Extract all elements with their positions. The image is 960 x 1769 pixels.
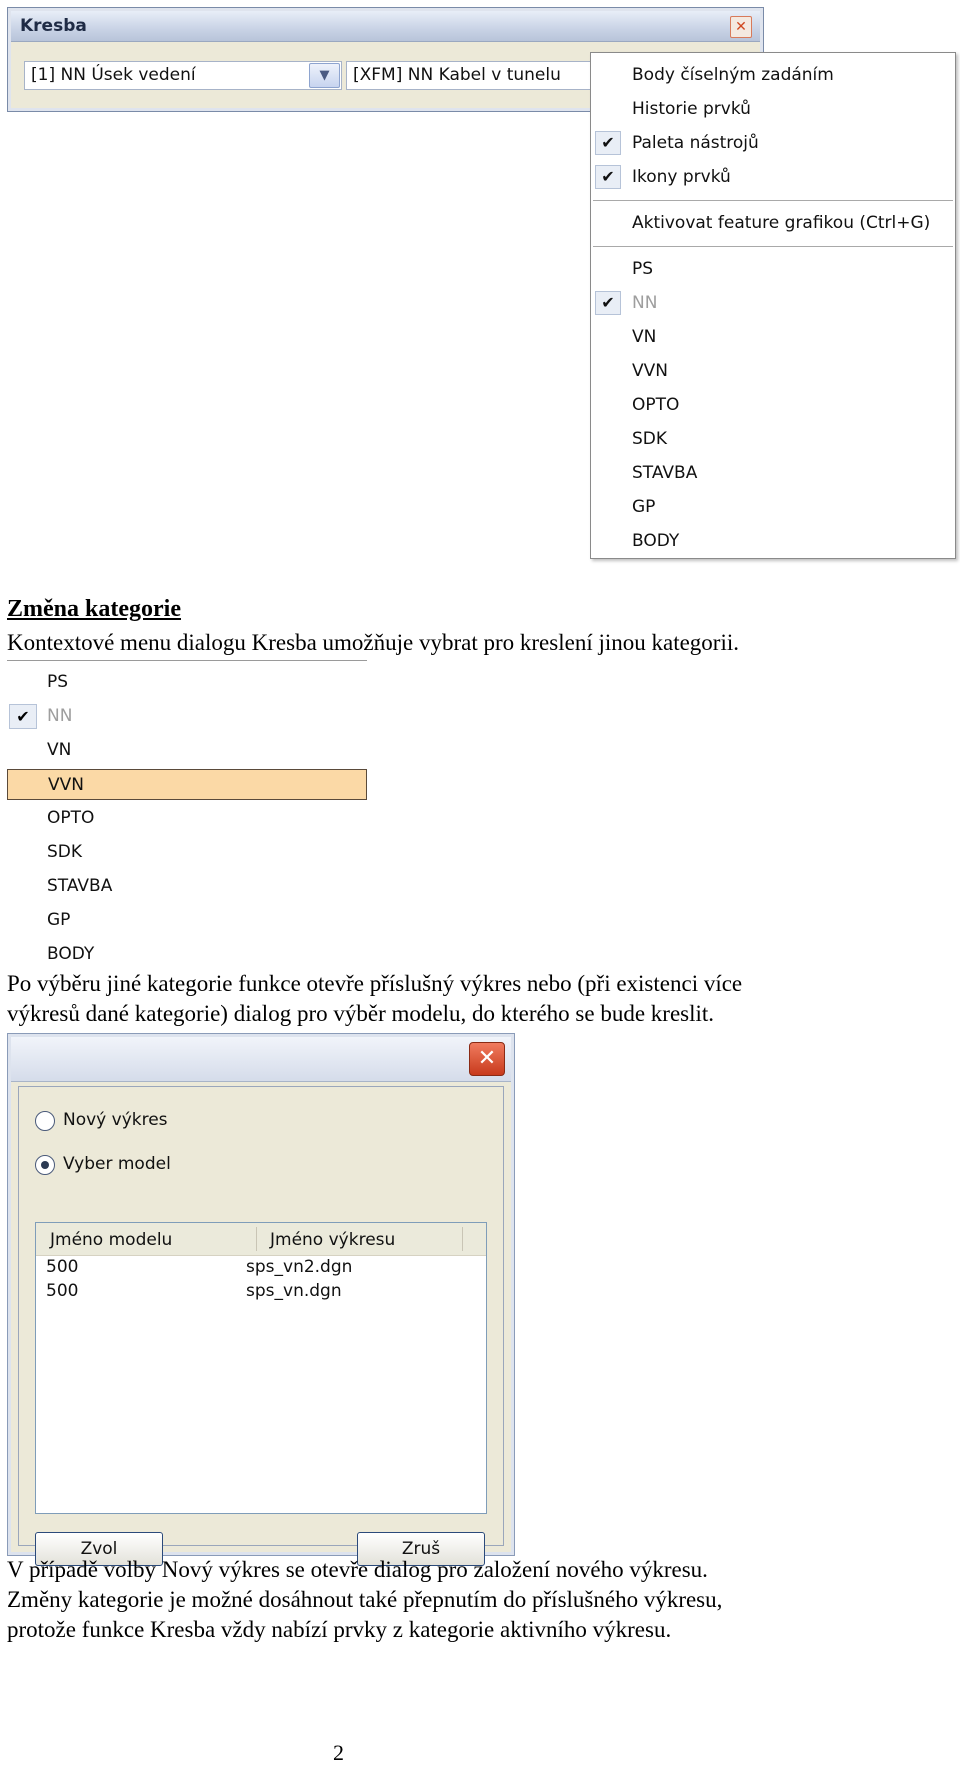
- category-item-gp[interactable]: [7, 905, 367, 936]
- cell-model-name: 500: [46, 1257, 79, 1277]
- category-item-opto[interactable]: [7, 803, 367, 834]
- paragraph-new-drawing: [7, 1555, 947, 1645]
- category-item-vn[interactable]: [7, 735, 367, 766]
- column-header-model[interactable]: Jméno modelu: [50, 1230, 173, 1250]
- menu-separator: [593, 246, 953, 248]
- chevron-down-icon[interactable]: ▼: [309, 63, 340, 88]
- category-label: GP: [47, 910, 71, 930]
- category-item-vvn[interactable]: [7, 769, 367, 800]
- category-label: SDK: [47, 842, 83, 862]
- category-label: PS: [47, 672, 69, 692]
- menu-item-label: SDK: [632, 429, 668, 449]
- section-heading: Změna kategorie: [7, 596, 181, 622]
- menu-item-vvn[interactable]: [591, 355, 955, 388]
- feature-type-combo[interactable]: [346, 61, 608, 90]
- menu-item-label: STAVBA: [632, 463, 698, 483]
- category-label: NN: [47, 706, 73, 726]
- zrus-button[interactable]: Zruš: [357, 1532, 485, 1566]
- category-label: STAVBA: [47, 876, 113, 896]
- menu-item-label: NN: [632, 293, 658, 313]
- radio-vyber-model[interactable]: [35, 1153, 275, 1179]
- menu-item-sdk[interactable]: [591, 423, 955, 456]
- divider: [7, 660, 367, 661]
- menu-item-ps[interactable]: [591, 253, 955, 286]
- menu-item-body-ciselnym-zadanim[interactable]: [591, 59, 955, 92]
- table-row[interactable]: [36, 1257, 486, 1281]
- cell-drawing-name: sps_vn2.dgn: [246, 1257, 353, 1277]
- table-row[interactable]: [36, 1281, 486, 1305]
- menu-item-label: Body číselným zadáním: [632, 65, 834, 85]
- category-item-sdk[interactable]: [7, 837, 367, 868]
- menu-item-aktivovat-feature[interactable]: [591, 207, 955, 240]
- menu-item-ikony-prvku[interactable]: [591, 161, 955, 194]
- column-header-vykres[interactable]: Jméno výkresu: [270, 1230, 396, 1250]
- category-label: OPTO: [47, 808, 95, 828]
- page-number: 2: [333, 1740, 344, 1765]
- menu-item-gp[interactable]: [591, 491, 955, 524]
- menu-item-label: Aktivovat feature grafikou (Ctrl+G): [632, 213, 931, 233]
- model-dialog-titlebar[interactable]: [11, 1037, 511, 1082]
- checkmark-icon: ✔: [595, 291, 621, 315]
- table-header: [36, 1223, 486, 1256]
- column-divider[interactable]: [462, 1227, 463, 1251]
- menu-item-label: BODY: [632, 531, 680, 551]
- category-item-ps[interactable]: [7, 667, 367, 698]
- category-label: BODY: [47, 944, 95, 964]
- radio-label: Vyber model: [63, 1154, 171, 1174]
- radio-circle: [35, 1155, 55, 1175]
- cell-drawing-name: sps_vn.dgn: [246, 1281, 342, 1301]
- kresba-title: Kresba: [20, 16, 87, 36]
- radio-circle: [35, 1111, 55, 1131]
- menu-item-body[interactable]: [591, 525, 955, 558]
- context-menu: [590, 52, 956, 559]
- paragraph-line: protože funkce Kresba vždy nabízí prvky z kategorie aktivního výkresu.: [7, 1617, 672, 1642]
- checkmark-icon: ✔: [595, 131, 621, 155]
- menu-item-historie-prvku[interactable]: [591, 93, 955, 126]
- menu-item-label: PS: [632, 259, 654, 279]
- paragraph-line: výkresů dané kategorie) dialog pro výběr modelu, do kterého se bude kreslit.: [7, 1001, 715, 1026]
- menu-item-label: Ikony prvků: [632, 167, 731, 187]
- paragraph-model-selection: [7, 969, 947, 1029]
- zvol-button[interactable]: Zvol: [35, 1532, 163, 1566]
- menu-item-label: GP: [632, 497, 656, 517]
- model-selection-dialog: [7, 1033, 515, 1559]
- menu-item-paleta-nastroju[interactable]: [591, 127, 955, 160]
- category-item-nn: [7, 701, 367, 732]
- feature-category-combo[interactable]: [24, 61, 342, 90]
- menu-item-stavba[interactable]: [591, 457, 955, 490]
- checkmark-icon: ✔: [595, 165, 621, 189]
- menu-item-label: Historie prvků: [632, 99, 751, 119]
- menu-item-vn[interactable]: [591, 321, 955, 354]
- cell-model-name: 500: [46, 1281, 79, 1301]
- column-divider[interactable]: [256, 1227, 257, 1251]
- model-table: [35, 1222, 487, 1514]
- paragraph-line: Změny kategorie je možné dosáhnout také přepnutím do příslušného výkresu,: [7, 1587, 723, 1612]
- category-label: VN: [47, 740, 72, 760]
- category-item-stavba[interactable]: [7, 871, 367, 902]
- radio-novy-vykres[interactable]: [35, 1109, 275, 1135]
- checkmark-icon: ✔: [9, 704, 37, 729]
- close-icon[interactable]: ✕: [469, 1042, 505, 1076]
- menu-item-label: OPTO: [632, 395, 680, 415]
- radio-dot: [41, 1161, 49, 1169]
- close-icon[interactable]: ✕: [730, 16, 752, 38]
- feature-category-value: [1] NN Úsek vedení: [31, 65, 196, 85]
- radio-label: Nový výkres: [63, 1110, 168, 1130]
- model-dialog-body: [18, 1086, 504, 1559]
- menu-item-opto[interactable]: [591, 389, 955, 422]
- category-item-body[interactable]: [7, 939, 367, 970]
- menu-item-label: VVN: [632, 361, 668, 381]
- kresba-titlebar[interactable]: [11, 11, 760, 42]
- menu-item-label: Paleta nástrojů: [632, 133, 759, 153]
- category-label: VVN: [48, 775, 84, 795]
- paragraph-line: Po výběru jiné kategorie funkce otevře příslušný výkres nebo (při existenci více: [7, 971, 743, 996]
- intro-text: Kontextové menu dialogu Kresba umožňuje vybrat pro kreslení jinou kategorii.: [7, 630, 739, 655]
- feature-type-value: [XFM] NN Kabel v tunelu: [353, 65, 561, 85]
- paragraph-line: V případě volby Nový výkres se otevře dialog pro založení nového výkresu.: [7, 1557, 708, 1582]
- menu-item-label: VN: [632, 327, 657, 347]
- menu-separator: [593, 200, 953, 202]
- category-list: [7, 667, 367, 967]
- menu-item-nn: [591, 287, 955, 320]
